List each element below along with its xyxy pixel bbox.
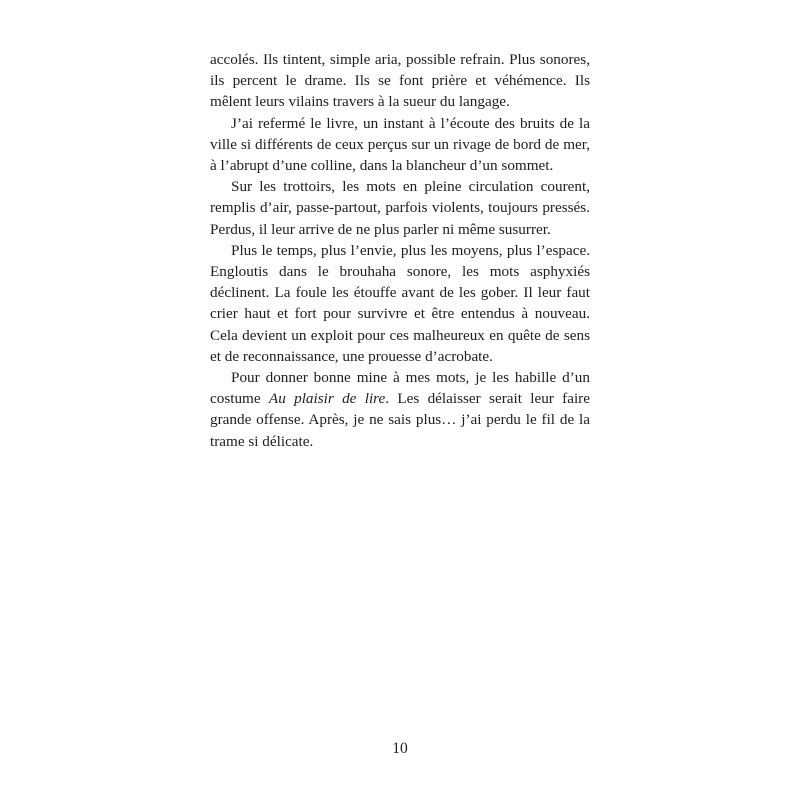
book-title-italic: Au plaisir de lire: [268, 390, 386, 408]
paragraph-3: Sur les trottoirs, les mots en pleine circulation courent, remplis d’air, passe-partout, parfois violents, toujours pressés. Perdus, il leur arrive de ne plus parler ni même susurrer.: [210, 178, 590, 238]
paragraph-5-start: Pour donner bonne mine à mes mots, je les habille d’un costume: [210, 369, 590, 408]
paragraph-4: Plus le temps, plus l’envie, plus les moyens, plus l’espace. Engloutis dans le brouhaha sonore, les mots asphyxiés déclinent. La foule les étouffe avant de les gober. Il leur faut crier haut et fort pour survivre et être entendus à nouveau. Cela devient un exploit pour ces malheureux en quête de sens et de reconnaissance, une prouesse d’acrobate.: [210, 241, 590, 365]
body-text: [210, 49, 590, 452]
paragraph-5: [210, 367, 590, 452]
paragraph-1: accolés. Ils tintent, simple aria, possible refrain. Plus sonores, ils percent le drame. Ils se font prière et véhémence. Ils mêlent leurs vilains travers à la sueur du langage.: [210, 51, 590, 111]
paragraph-2: J’ai refermé le livre, un instant à l’écoute des bruits de la ville si différents de ceux perçus sur un rivage de bord de mer, à l’abrupt d’une colline, dans la blancheur d’un sommet.: [210, 114, 590, 175]
paragraph-5-end: . Les délaisser serait leur faire grande offense. Après, je ne sais plus… j’ai perdu le fil de la trame si délicate.: [210, 390, 590, 450]
page-number: 10: [392, 740, 408, 757]
